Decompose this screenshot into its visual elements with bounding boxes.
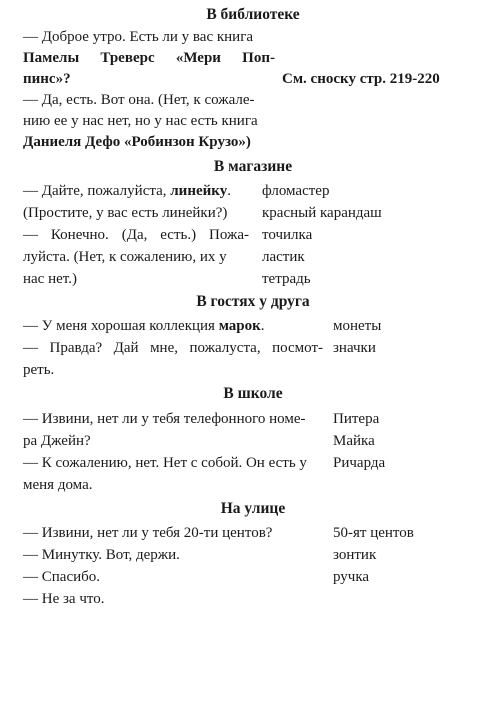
shop-option: ластик bbox=[262, 249, 305, 265]
shop-line-1-text: — Дайте, пожалуйста, bbox=[23, 183, 171, 199]
section-title-library: В библиотеке bbox=[206, 6, 300, 23]
shop-line-1 bbox=[23, 180, 231, 202]
library-book-line-1: Памелы Треверс «Мери Поп- bbox=[23, 50, 275, 66]
school-line-1: — Извини, нет ли у тебя телефонного номе- bbox=[23, 411, 306, 427]
school-line-3: — К сожалению, нет. Нет с собой. Он есть у bbox=[23, 455, 307, 471]
shop-line-5: нас нет.) bbox=[23, 271, 77, 287]
section-title-shop: В магазине bbox=[213, 158, 293, 175]
section-title-school: В школе bbox=[223, 385, 283, 402]
friend-line-3: реть. bbox=[23, 362, 55, 378]
school-line-4: меня дома. bbox=[23, 477, 93, 493]
library-alt-book: Даниеля Дефо «Робинзон Крузо») bbox=[23, 134, 251, 150]
shop-line-2: (Простите, у вас есть линейки?) bbox=[23, 205, 228, 221]
friend-option: значки bbox=[333, 340, 376, 356]
shop-option: красный карандаш bbox=[262, 205, 382, 221]
school-option: Питера bbox=[333, 411, 380, 427]
school-option: Майка bbox=[333, 433, 375, 449]
shop-keyword: линейку bbox=[170, 183, 228, 199]
shop-line-1-end: . bbox=[227, 183, 231, 199]
street-line-1: — Извини, нет ли у тебя 20-ти центов? bbox=[23, 525, 273, 541]
shop-option: тетрадь bbox=[262, 271, 311, 287]
library-book-line-2: пинс»? bbox=[23, 71, 71, 87]
street-option: зонтик bbox=[333, 547, 377, 563]
friend-keyword: марок bbox=[218, 318, 261, 334]
shop-line-4: луйста. (Нет, к сожалению, их у bbox=[23, 249, 227, 265]
friend-line-1-end: . bbox=[260, 318, 265, 334]
shop-line-3: — Конечно. (Да, есть.) Пожа- bbox=[23, 227, 249, 243]
library-line-5: нию ее у нас нет, но у нас есть книга bbox=[23, 113, 258, 129]
library-footnote-ref: См. сноску стр. 219-220 bbox=[282, 71, 440, 87]
street-line-3: — Спасибо. bbox=[23, 569, 101, 585]
friend-line-1-text: — У меня хорошая коллекция bbox=[23, 318, 219, 334]
library-line-1: — Доброе утро. Есть ли у вас книга bbox=[23, 29, 254, 45]
street-line-2: — Минутку. Вот, держи. bbox=[23, 547, 180, 563]
section-title-friend: В гостях у друга bbox=[196, 293, 310, 310]
school-line-2: ра Джейн? bbox=[23, 433, 91, 449]
friend-line-2: — Правда? Дай мне, пожалуста, посмот- bbox=[23, 340, 323, 356]
friend-line-1 bbox=[23, 315, 265, 337]
library-line-4: — Да, есть. Вот она. (Нет, к сожале- bbox=[23, 92, 255, 108]
street-line-4: — Не за что. bbox=[23, 591, 105, 607]
shop-option: точилка bbox=[262, 227, 313, 243]
shop-option: фломастер bbox=[262, 183, 330, 199]
textbook-page bbox=[23, 0, 483, 706]
section-title-street: На улице bbox=[220, 500, 286, 517]
street-option: ручка bbox=[333, 569, 370, 585]
friend-option: монеты bbox=[333, 318, 382, 334]
school-option: Ричарда bbox=[333, 455, 386, 471]
street-option: 50-ят центов bbox=[333, 525, 414, 541]
